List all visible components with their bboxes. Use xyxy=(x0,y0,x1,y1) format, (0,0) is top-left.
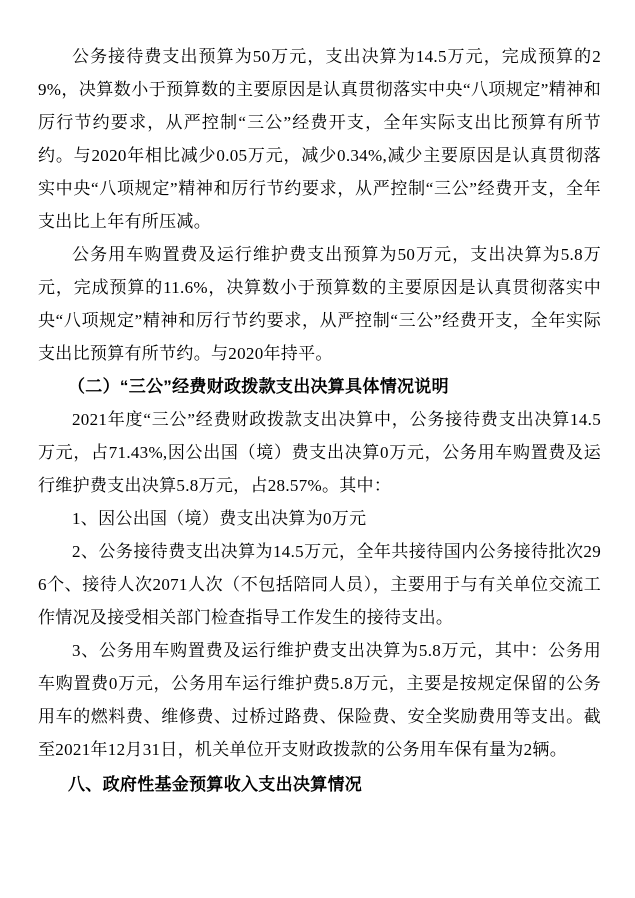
list-item-official-vehicle-expense: 3、公务用车购置费及运行维护费支出决算为5.8万元，其中：公务用车购置费0万元，公务用车运行维护费5.8万元，主要是按规定保留的公务用车的燃料费、维修费、过桥过路费、保险费、安全奖励费用等支出。截至2021年12月31日，机关单位开支财政拨款的公务用车保有量为2辆。 xyxy=(38,641,601,759)
paragraph-2021-three-public-funds-overview: 2021年度“三公”经费财政拨款支出决算中，公务接待费支出决算14.5万元，占71.43%,因公出国（境）费支出决算0万元，公务用车购置费及运行维护费支出决算5.8万元，占28.57%。其中： xyxy=(38,410,601,495)
list-item-official-reception-expense: 2、公务接待费支出决算为14.5万元，全年共接待国内公务接待批次296个、接待人次2071人次（不包括陪同人员），主要用于与有关单位交流工作情况及接受相关部门检查指导工作发生的接待支出。 xyxy=(38,542,601,627)
paragraph-vehicle-expense-budget: 公务用车购置费及运行维护费支出预算为50万元，支出决算为5.8万元，完成预算的11.6%，决算数小于预算数的主要原因是认真贯彻落实中央“八项规定”精神和厉行节约要求，从严控制“三公”经费开支，全年实际支出比预算有所节约。与2020年持平。 xyxy=(38,245,601,363)
heading-section-eight-government-fund-budget: 八、政府性基金预算收入支出决算情况 xyxy=(68,775,363,794)
heading-section-two-three-public-funds-detail: （二）“三公”经费财政拨款支出决算具体情况说明 xyxy=(68,377,449,396)
list-item-overseas-travel-expense: 1、因公出国（境）费支出决算为0万元 xyxy=(72,509,367,528)
paragraph-reception-expense-budget: 公务接待费支出预算为50万元，支出决算为14.5万元，完成预算的29%，决算数小于预算数的主要原因是认真贯彻落实中央“八项规定”精神和厉行节约要求，从严控制“三公”经费开支，全年实际支出比预算有所节约。与2020年相比减少0.05万元，减少0.34%,减少主要原因是认真贯彻落实中央“八项规定”精神和厉行节约要求，从严控制“三公”经费开支，全年支出比上年有所压减。 xyxy=(38,47,601,231)
